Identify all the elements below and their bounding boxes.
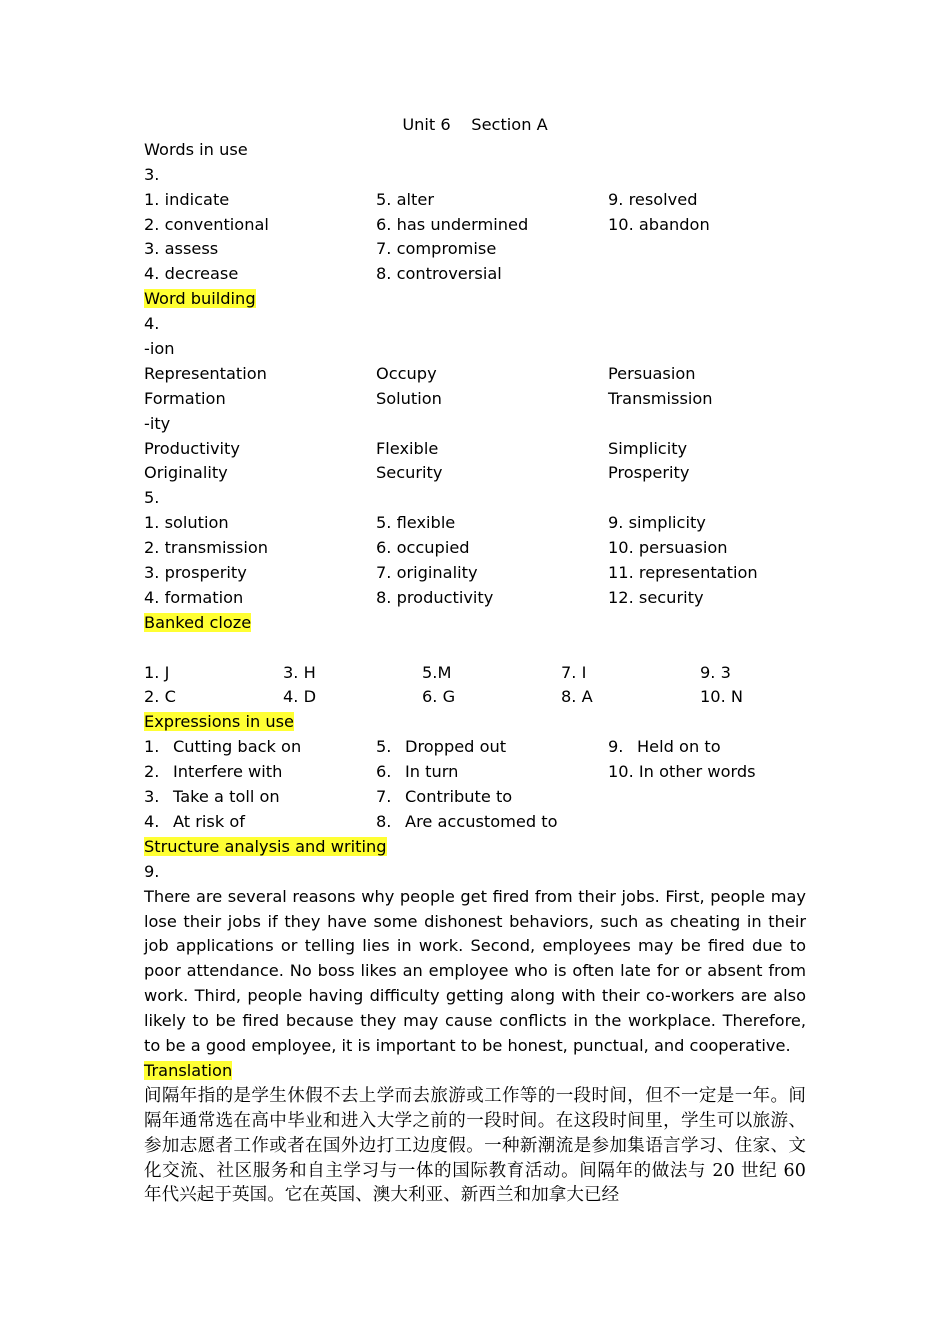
answer-cell: 9. resolved	[608, 189, 698, 209]
expression-cell	[608, 785, 806, 810]
expression-text: At risk of	[173, 811, 245, 831]
word-cell: Prosperity	[608, 463, 690, 483]
item-number: 9.	[608, 737, 624, 757]
writing-paragraph: There are several reasons why people get fired from their jobs. First, people may lose their jobs if they have some dishonest behaviors, such as cheating in their job applications or telling lies in work. Second, employees may be fired due to poor attendance. No boss likes an employee who is often late for or absent from work. Third, people having difficulty getting along with their co-workers are also likely to be fired because they may cause conflicts in the workplace. Therefore, to be a good employee, it is important to be honest, punctual, and cooperative.	[144, 886, 806, 1056]
answer-row	[144, 536, 806, 561]
expression-text: Are accustomed to	[405, 811, 558, 831]
answer-row	[144, 561, 806, 586]
expression-row	[144, 785, 806, 810]
expression-text: In other words	[638, 762, 756, 782]
answer-cell	[608, 262, 806, 287]
answer-cell: 6. has undermined	[376, 214, 529, 234]
translation-paragraph: 间隔年指的是学生休假不去上学而去旅游或工作等的一段时间，但不一定是一年。间隔年通常选在高中毕业和进入大学之前的一段时间。在这段时间里，学生可以旅游、参加志愿者工作或者在国外边打工边度假。一种新潮流是参加集语言学习、住家、文化交流、社区服务和自主学习与一体的国际教育活动。间隔年的做法与 20 世纪 60 年代兴起于英国。它在英国、澳大利亚、新西兰和加拿大已经	[144, 1085, 806, 1206]
item-number: 2.	[144, 762, 160, 782]
answer-cell: 3. prosperity	[144, 563, 247, 583]
answer-cell: 5. flexible	[376, 513, 456, 533]
item-number: 4.	[144, 811, 160, 831]
expression-text: Contribute to	[405, 787, 513, 807]
answer-cell: 7. compromise	[376, 239, 497, 259]
word-cell: Solution	[376, 388, 442, 408]
answer-cell: 11. representation	[608, 563, 758, 583]
answer-cell: 1. J	[144, 662, 170, 682]
word-cell: Occupy	[376, 363, 437, 383]
word-cell: Flexible	[376, 438, 439, 458]
document-page	[144, 113, 806, 1208]
expression-text: In turn	[405, 762, 459, 782]
word-cell: Transmission	[608, 388, 713, 408]
answer-row	[144, 188, 806, 213]
expression-cell	[376, 785, 608, 810]
answer-cell: 10. N	[700, 687, 743, 707]
word-cell: Productivity	[144, 438, 240, 458]
exercise-number-3: 3.	[144, 164, 160, 184]
words-in-use-answers	[144, 188, 806, 288]
expression-cell	[608, 760, 806, 785]
suffix-label-ion: -ion	[144, 339, 175, 359]
section-heading-word-building: Word building	[144, 289, 256, 309]
answer-cell: 1. indicate	[144, 189, 230, 209]
answer-row	[144, 262, 806, 287]
word-row	[144, 461, 806, 486]
answer-cell: 3. H	[283, 662, 316, 682]
section-heading-banked-cloze: Banked cloze	[144, 612, 252, 632]
exercise-number-5: 5.	[144, 488, 160, 508]
expression-row	[144, 735, 806, 760]
answer-cell: 8. productivity	[376, 587, 494, 607]
page-title: Unit 6 Section A	[402, 115, 548, 134]
word-row	[144, 387, 806, 412]
answer-row	[144, 586, 806, 611]
answer-cell: 2. C	[144, 687, 176, 707]
word-row	[144, 437, 806, 462]
answer-cell: 6. occupied	[376, 538, 470, 558]
answer-cell: 4. decrease	[144, 264, 239, 284]
word-cell: Formation	[144, 388, 226, 408]
expression-cell	[376, 760, 608, 785]
section-heading-words-in-use: Words in use	[144, 139, 248, 159]
expression-cell	[144, 785, 376, 810]
section-heading-expressions-in-use: Expressions in use	[144, 712, 295, 732]
item-number: 7.	[376, 787, 392, 807]
answer-cell: 4. formation	[144, 587, 244, 607]
exercise-number-9: 9.	[144, 861, 160, 881]
answer-row	[144, 661, 806, 686]
word-cell: Originality	[144, 463, 228, 483]
expression-text: Interfere with	[173, 762, 283, 782]
answer-cell: 5. alter	[376, 189, 434, 209]
answer-cell: 5.M	[422, 662, 452, 682]
answer-row	[144, 685, 806, 710]
answer-cell: 12. security	[608, 587, 704, 607]
answer-cell: 6. G	[422, 687, 456, 707]
answer-cell: 10. abandon	[608, 214, 710, 234]
item-number: 1.	[144, 737, 160, 757]
expression-text: Cutting back on	[173, 737, 302, 757]
answer-cell: 1. solution	[144, 513, 229, 533]
item-number: 6.	[376, 762, 392, 782]
item-number: 5.	[376, 737, 392, 757]
expression-text: Dropped out	[405, 737, 507, 757]
blank-line	[144, 636, 806, 661]
answer-row	[144, 213, 806, 238]
section-heading-structure-analysis: Structure analysis and writing	[144, 836, 387, 856]
word-cell: Representation	[144, 363, 267, 383]
answer-cell: 2. conventional	[144, 214, 269, 234]
expression-cell	[608, 735, 806, 760]
answer-cell: 3. assess	[144, 239, 219, 259]
expression-row	[144, 810, 806, 835]
expression-text: Held on to	[637, 737, 721, 757]
word-cell: Simplicity	[608, 438, 688, 458]
expression-cell	[144, 810, 376, 835]
answer-cell: 8. controversial	[376, 264, 502, 284]
word-row	[144, 362, 806, 387]
word-cell: Security	[376, 463, 443, 483]
expression-cell	[608, 810, 806, 835]
item-number: 3.	[144, 787, 160, 807]
expression-cell	[376, 735, 608, 760]
item-number: 10.	[608, 762, 634, 782]
exercise-number-4: 4.	[144, 314, 160, 334]
answer-cell: 7. I	[561, 662, 587, 682]
word-cell: Persuasion	[608, 363, 696, 383]
answer-cell: 8. A	[561, 687, 593, 707]
expression-cell	[144, 735, 376, 760]
answer-cell: 10. persuasion	[608, 538, 728, 558]
expression-cell	[376, 810, 608, 835]
item-number: 8.	[376, 811, 392, 831]
answer-cell: 9. simplicity	[608, 513, 706, 533]
expression-row	[144, 760, 806, 785]
expression-cell	[144, 760, 376, 785]
section-heading-translation: Translation	[144, 1060, 233, 1080]
answer-cell: 7. originality	[376, 563, 478, 583]
answer-cell: 4. D	[283, 687, 317, 707]
answer-cell: 9. 3	[700, 662, 731, 682]
answer-row	[144, 511, 806, 536]
expression-text: Take a toll on	[173, 787, 280, 807]
answer-cell: 2. transmission	[144, 538, 268, 558]
suffix-label-ity: -ity	[144, 413, 171, 433]
answer-cell	[608, 237, 806, 262]
answer-row	[144, 237, 806, 262]
